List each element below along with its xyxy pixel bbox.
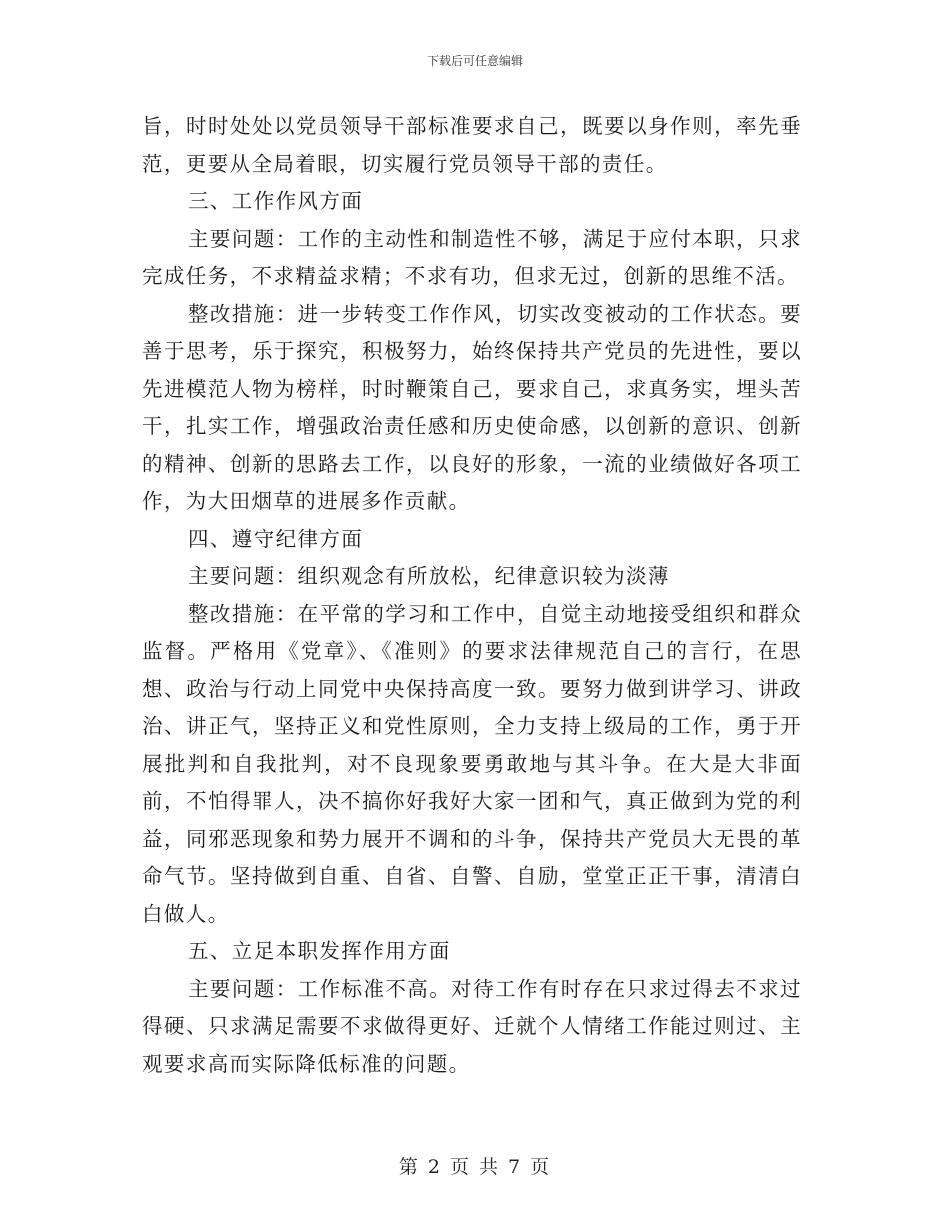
paragraph: 整改措施：进一步转变工作作风，切实改变被动的工作状态。要善于思考，乐于探究，积极努力，始终保持共产党员的先进性，要以先进模范人物为榜样，时时鞭策自己，要求自己，求真务实，埋头苦干，扎实工作，增强政治责任感和历史使命感，以创新的意识、创新的精神、创新的思路去工作，以良好的形象，一流的业绩做好各项工作，为大田烟草的进展多作贡献。 <box>142 301 802 513</box>
page-number: 第 2 页 共 7 页 <box>398 1156 552 1178</box>
section-heading: 五、立足本职发挥作用方面 <box>188 939 451 963</box>
paragraph: 主要问题：工作的主动性和制造性不够，满足于应付本职，只求完成任务，不求精益求精；不求有功，但求无过，创新的思维不活。 <box>142 226 802 288</box>
paragraph: 主要问题：组织观念有所放松，纪律意识较为淡薄 <box>188 564 670 588</box>
paragraph: 整改措施：在平常的学习和工作中，自觉主动地接受组织和群众监督。严格用《党章》、《准则》的要求法律规范自己的言行，在思想、政治与行动上同党中央保持高度一致。要努力做到讲学习、讲政治、讲正气，坚持正义和党性原则，全力支持上级局的工作，勇于开展批判和自我批判，对不良现象要勇敢地与其斗争。在大是大非面前，不怕得罪人，决不搞你好我好大家一团和气，真正做到为党的利益，同邪恶现象和势力展开不调和的斗争，保持共产党员大无畏的革命气节。坚持做到自重、自省、自警、自励，堂堂正正干事，清清白白做人。 <box>142 601 802 926</box>
section-heading: 三、工作作风方面 <box>188 189 364 213</box>
paragraph: 旨，时时处处以党员领导干部标准要求自己，既要以身作则，率先垂范，更要从全局着眼，切实履行党员领导干部的责任。 <box>142 114 802 176</box>
document-body <box>142 108 802 1083</box>
header-note: 下载后可任意编辑 <box>426 54 523 68</box>
section-heading: 四、遵守纪律方面 <box>188 526 364 551</box>
paragraph: 主要问题：工作标准不高。对待工作有时存在只求过得去不求过得硬、只求满足需要不求做得更好、迁就个人情绪工作能过则过、主观要求高而实际降低标准的问题。 <box>142 976 802 1076</box>
